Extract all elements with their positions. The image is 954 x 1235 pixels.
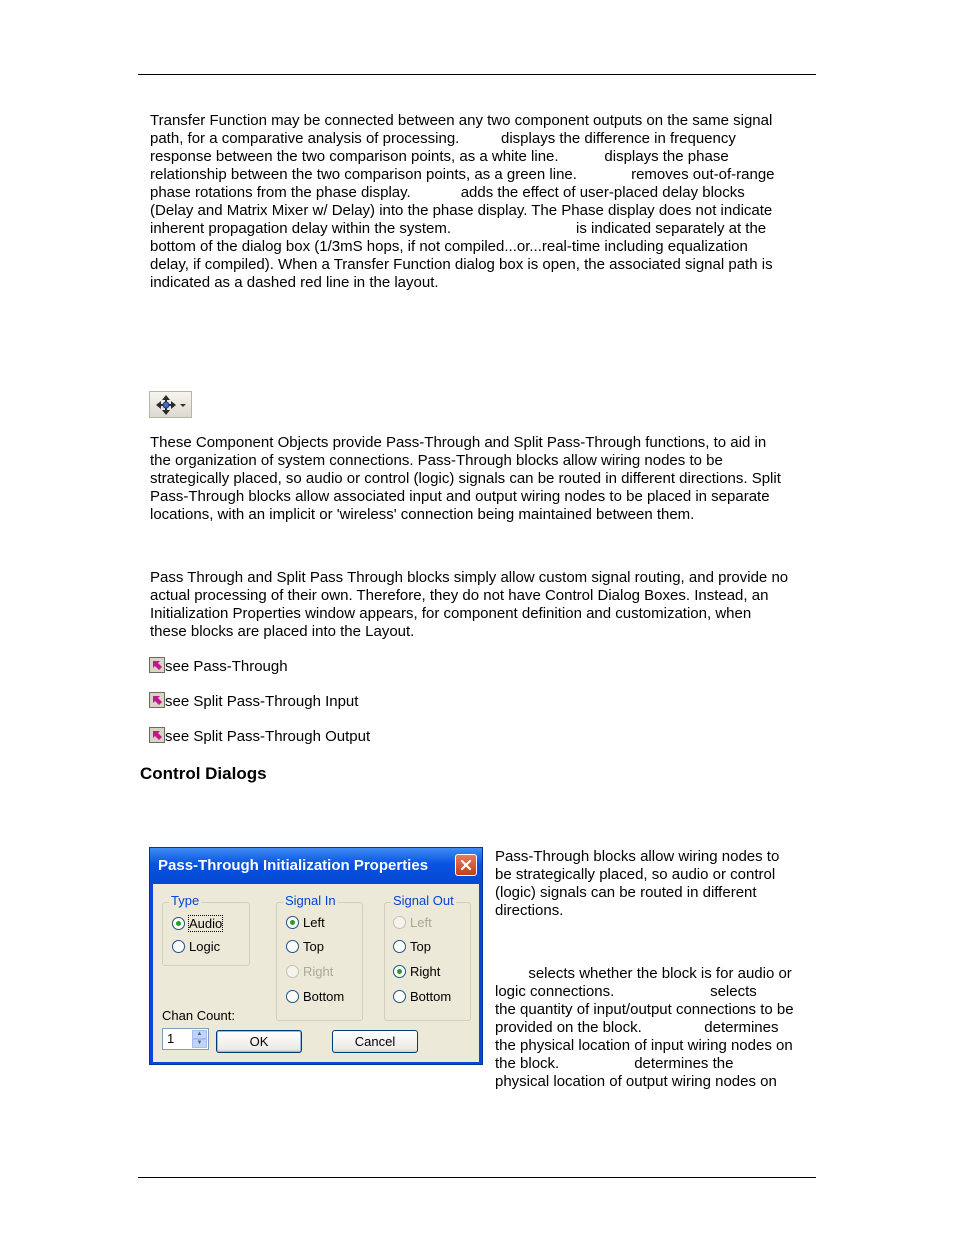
radio-type-audio[interactable]: Audio [172, 916, 222, 931]
side-paragraph-1: Pass-Through blocks allow wiring nodes to be strategically placed, so audio or control (logic) signals can be routed in different directions. [495, 848, 780, 919]
footer-rule [138, 1177, 816, 1178]
chan-count-value[interactable]: 1 [167, 1031, 175, 1046]
jump-link-icon [149, 657, 165, 673]
pass-through-toolbar-icon [149, 391, 192, 418]
jump-link-icon [149, 727, 165, 743]
radio-in-right: Right [286, 964, 333, 979]
link-label: see Split Pass-Through Input [165, 693, 359, 710]
dialog-title: Pass-Through Initialization Properties [158, 857, 429, 874]
radio-disabled-icon [393, 916, 406, 929]
radio-disabled-icon [286, 965, 299, 978]
dialog-body [153, 884, 479, 1062]
cancel-button[interactable]: Cancel [332, 1030, 418, 1053]
transfer-function-paragraph: Transfer Function may be connected between any two component outputs on the same signal path, for a comparative analysis of processing. displays the difference in frequency response between the two comparison points, as a white line. displays the phase relationship between the two comparison points, as a green line. removes out-of-range phase rotations from the phase display. adds the effect of user-placed delay blocks (Delay and Matrix Mixer w/ Delay) into the phase display. The Phase display does not indicate inherent propagation delay within the system. is indicated separately at the bottom of the dialog box (1/3mS hops, if not compiled...or...real-time including equalization delay, if compiled). When a Transfer Function dialog box is open, the associated signal path is indicated as a dashed red line in the layout. [150, 112, 775, 291]
radio-in-bottom[interactable]: Bottom [286, 989, 344, 1004]
section-heading: Control Dialogs [140, 764, 267, 783]
move-arrows-icon [150, 392, 193, 419]
link-split-pass-through-input[interactable] [149, 692, 358, 711]
radio-in-left[interactable]: Left [286, 915, 325, 930]
radio-unselected-icon [393, 990, 406, 1003]
signal-in-group-label: Signal In [285, 893, 336, 908]
stepper-up-icon[interactable]: ▲ [192, 1030, 207, 1039]
radio-unselected-icon [172, 940, 185, 953]
radio-out-bottom[interactable]: Bottom [393, 989, 451, 1004]
chan-count-label: Chan Count: [162, 1008, 235, 1023]
close-icon [456, 855, 476, 875]
radio-selected-icon [172, 917, 185, 930]
type-group [162, 893, 250, 966]
signal-in-group [276, 893, 363, 1021]
link-label: see Pass-Through [165, 658, 288, 675]
routing-paragraph: Pass Through and Split Pass Through blocks simply allow custom signal routing, and provide no actual processing of their own. Therefore, they do not have Control Dialog Boxes. Instead, an Initialization Properties window appears, for component definition and customization, when these blocks are placed into the Layout. [150, 569, 789, 640]
stepper-buttons [192, 1030, 207, 1048]
jump-link-icon [149, 692, 165, 708]
close-button[interactable] [455, 854, 477, 876]
radio-out-left: Left [393, 915, 432, 930]
radio-selected-icon [286, 916, 299, 929]
radio-unselected-icon [286, 990, 299, 1003]
radio-out-top[interactable]: Top [393, 939, 431, 954]
chan-count-stepper[interactable] [162, 1028, 209, 1050]
link-pass-through[interactable] [149, 657, 288, 676]
signal-out-group-label: Signal Out [393, 893, 454, 908]
type-group-label: Type [171, 893, 200, 908]
radio-in-top[interactable]: Top [286, 939, 324, 954]
header-rule [138, 74, 816, 75]
radio-unselected-icon [286, 940, 299, 953]
signal-out-group [384, 893, 471, 1021]
dialog-titlebar[interactable] [150, 848, 482, 884]
pass-through-init-dialog [149, 847, 483, 1065]
stepper-down-icon[interactable]: ▼ [192, 1039, 207, 1048]
ok-button[interactable]: OK [216, 1030, 302, 1053]
pass-through-paragraph: These Component Objects provide Pass-Through and Split Pass-Through functions, to aid in the organization of system connections. Pass-Through blocks allow wiring nodes to be strategically placed, so audio or control (logic) signals can be routed in different directions. Split Pass-Through blocks allow associated input and output wiring nodes to be placed in separate locations, with an implicit or 'wireless' connection being maintained between them. [150, 434, 781, 523]
radio-type-logic[interactable]: Logic [172, 939, 220, 954]
side-paragraph-2: selects whether the block is for audio or logic connections. selects the quantity of input/output connections to be provided on the block. determines the physical location of input wiring nodes on the block. determines the physical location of output wiring nodes on [495, 965, 794, 1090]
link-label: see Split Pass-Through Output [165, 728, 371, 745]
radio-unselected-icon [393, 940, 406, 953]
radio-selected-icon [393, 965, 406, 978]
radio-out-right[interactable]: Right [393, 964, 440, 979]
link-split-pass-through-output[interactable] [149, 727, 370, 746]
